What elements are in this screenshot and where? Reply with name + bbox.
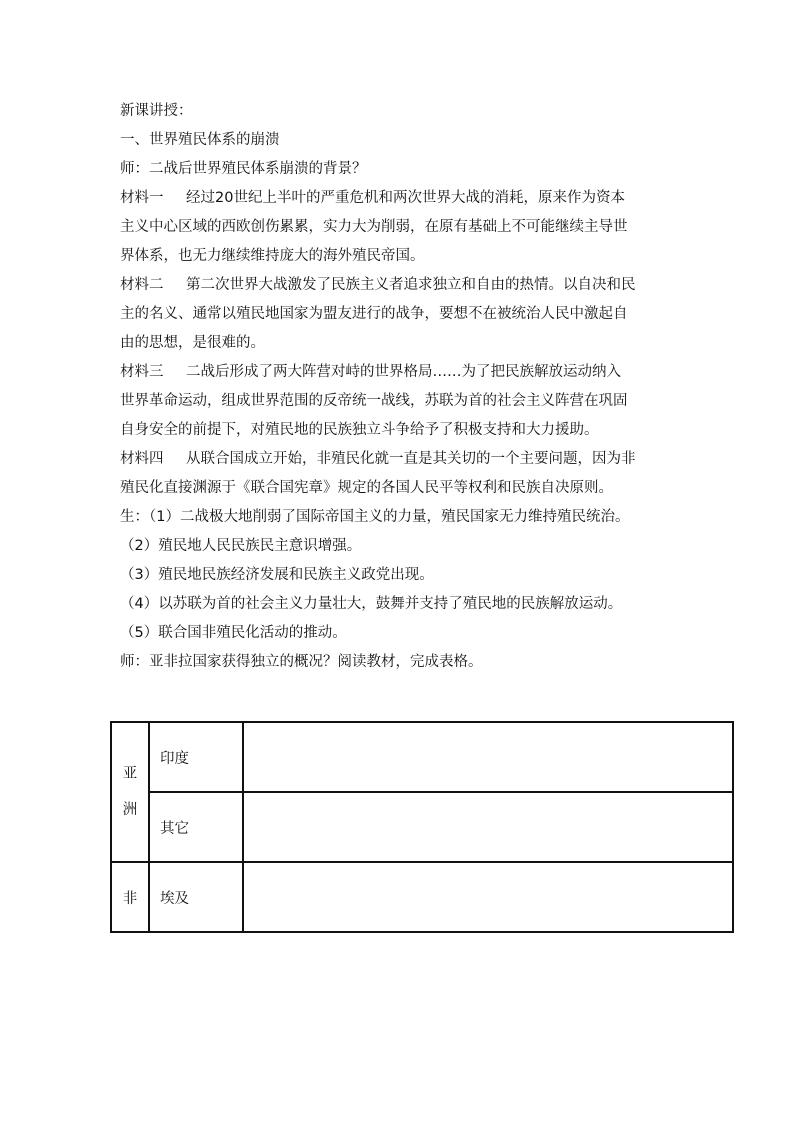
material-label: 材料三 bbox=[120, 364, 164, 380]
country-cell: 印度 bbox=[149, 722, 243, 792]
section-title: 一、世界殖民体系的崩溃 bbox=[120, 132, 280, 148]
student-answers bbox=[120, 503, 686, 648]
material-line: 二战后形成了两大阵营对峙的世界格局……为了把民族解放运动纳入 bbox=[186, 364, 621, 380]
material-line: 由的思想，是很难的。 bbox=[120, 335, 265, 351]
material-line: 殖民化直接渊源于《联合国宪章》规定的各国人民平等权利和民族自决原则。 bbox=[120, 480, 613, 496]
material-line: 自身安全的前提下，对殖民地的民族独立斗争给予了积极支持和大力援助。 bbox=[120, 422, 599, 438]
country-cell: 埃及 bbox=[149, 862, 243, 932]
material-1 bbox=[120, 184, 686, 271]
material-4 bbox=[120, 445, 686, 503]
region-cell-asia bbox=[111, 722, 149, 862]
teacher-question-background: 师：二战后世界殖民体系崩溃的背景？ bbox=[120, 161, 367, 177]
material-line: 界体系，也无力继续维持庞大的海外殖民帝国。 bbox=[120, 248, 425, 264]
material-label: 材料二 bbox=[120, 277, 164, 293]
material-line: 从联合国成立开始，非殖民化就一直是其关切的一个主要问题，因为非 bbox=[186, 451, 636, 467]
student-answer: 生：（1）二战极大地削弱了国际帝国主义的力量，殖民国家无力维持殖民统治。 bbox=[120, 509, 630, 525]
teacher-question-independence: 师：亚非拉国家获得独立的概况？阅读教材，完成表格。 bbox=[120, 654, 483, 670]
table-row bbox=[111, 722, 733, 792]
material-line: 主的名义、通常以殖民地国家为盟友进行的战争，要想不在被统治人民中激起自 bbox=[120, 306, 628, 322]
answer-cell[interactable] bbox=[243, 792, 733, 862]
table-row bbox=[111, 862, 733, 932]
region-cell-africa: 非 bbox=[111, 862, 149, 932]
country-cell: 其它 bbox=[149, 792, 243, 862]
material-line: 主义中心区域的西欧创伤累累，实力大为削弱，在原有基础上不可能继续主导世 bbox=[120, 219, 628, 235]
answer-cell[interactable] bbox=[243, 722, 733, 792]
lesson-text bbox=[120, 97, 686, 677]
table-row bbox=[111, 792, 733, 862]
material-2 bbox=[120, 271, 686, 358]
student-answer: （5）联合国非殖民化活动的推动。 bbox=[120, 625, 347, 641]
region-char: 亚 bbox=[122, 766, 138, 782]
lesson-heading: 新课讲授： bbox=[120, 103, 193, 119]
region-char: 洲 bbox=[122, 802, 138, 818]
material-line: 第二次世界大战激发了民族主义者追求独立和自由的热情。以自决和民 bbox=[186, 277, 636, 293]
material-line: 世界革命运动，组成世界范围的反帝统一战线，苏联为首的社会主义阵营在巩固 bbox=[120, 393, 628, 409]
student-answer: （4）以苏联为首的社会主义力量壮大，鼓舞并支持了殖民地的民族解放运动。 bbox=[120, 596, 623, 612]
material-line: 经过20世纪上半叶的严重危机和两次世界大战的消耗，原来作为资本 bbox=[186, 190, 625, 206]
answer-cell[interactable] bbox=[243, 862, 733, 932]
student-answer: （3）殖民地民族经济发展和民族主义政党出现。 bbox=[120, 567, 434, 583]
material-3 bbox=[120, 358, 686, 445]
material-label: 材料一 bbox=[120, 190, 164, 206]
student-answer: （2）殖民地人民民族民主意识增强。 bbox=[120, 538, 362, 554]
independence-table bbox=[110, 721, 734, 933]
material-label: 材料四 bbox=[120, 451, 164, 467]
